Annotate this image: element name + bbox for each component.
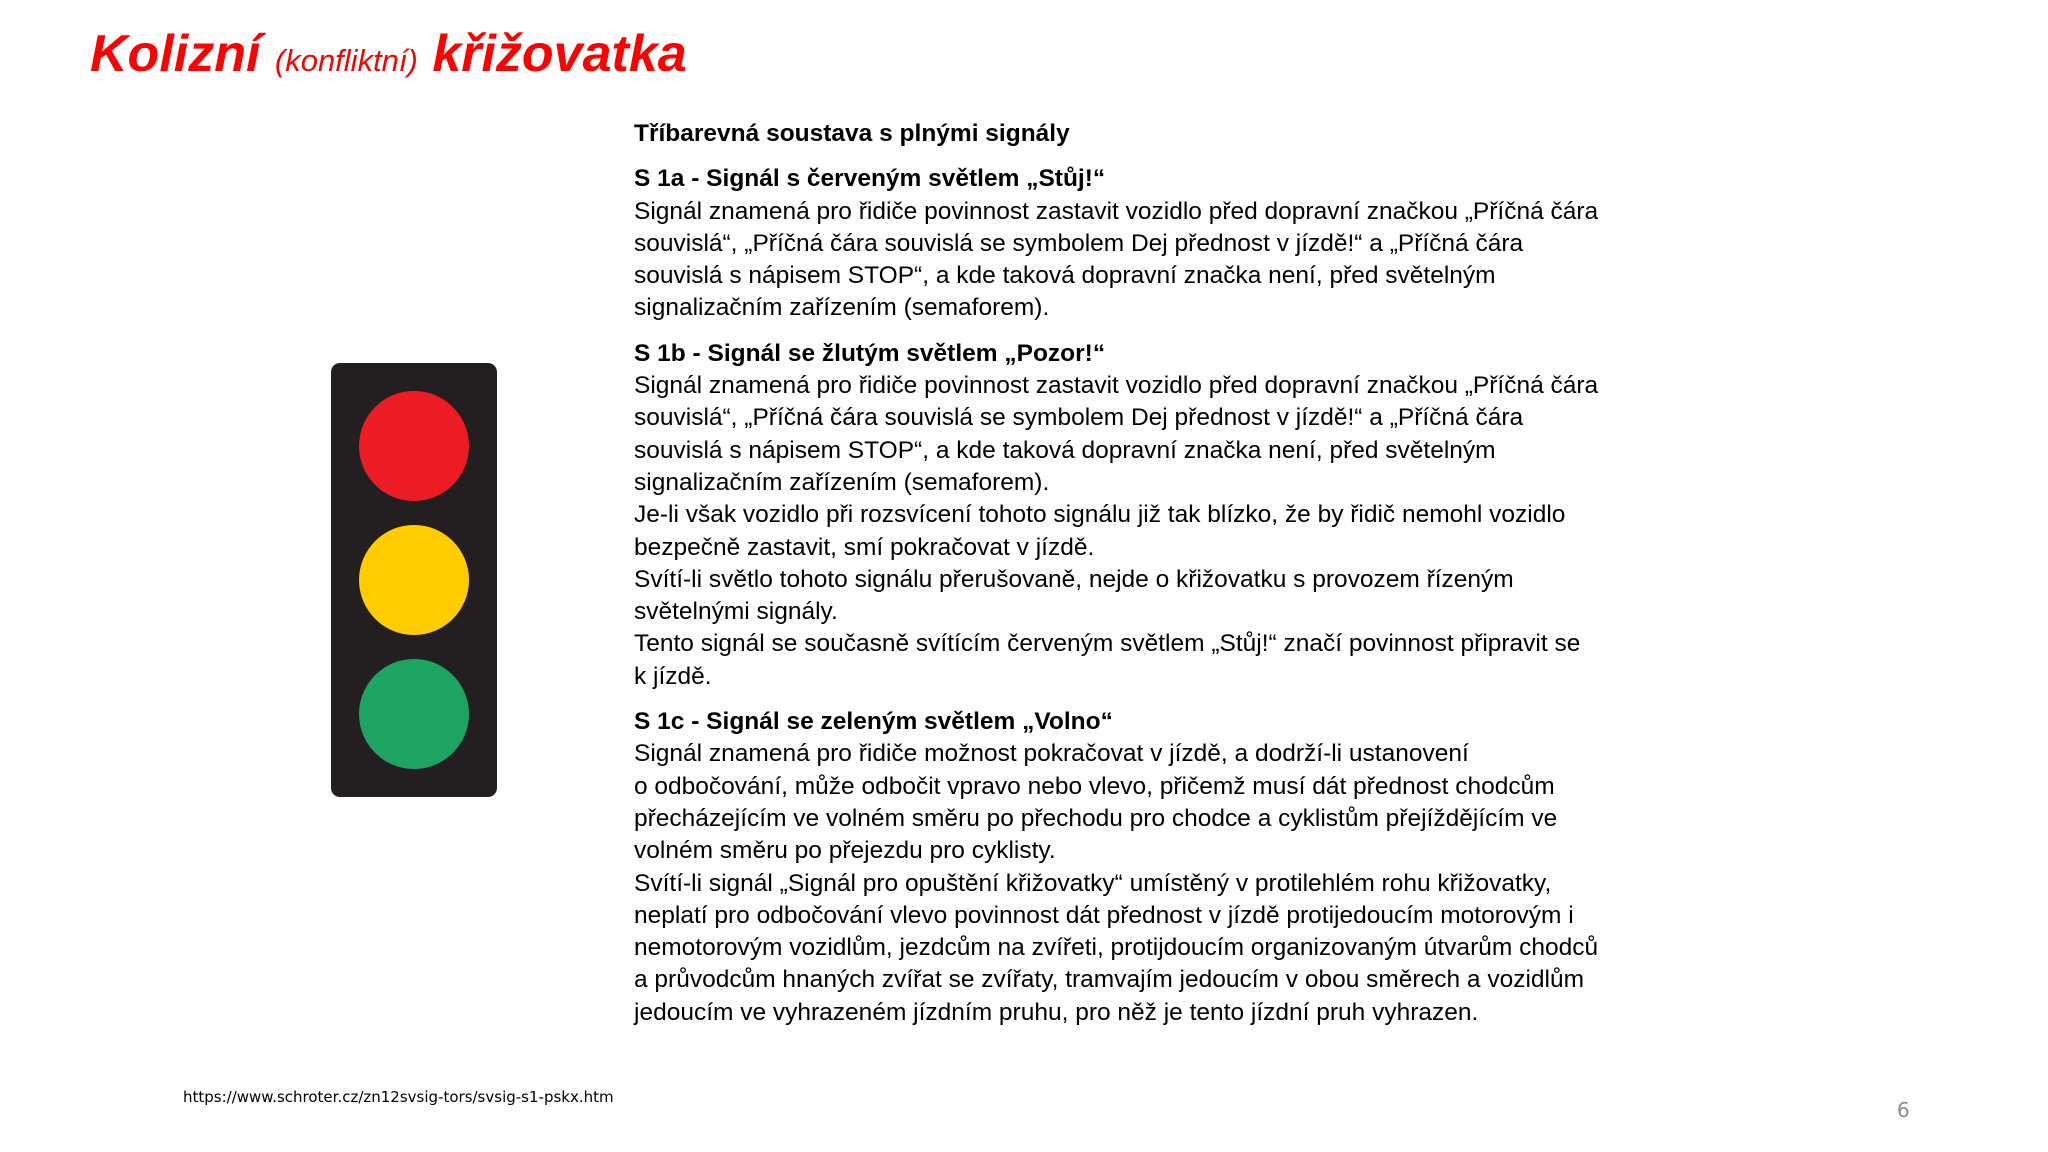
s1b-heading: S 1b - Signál se žlutým světlem „Pozor!“ [634, 339, 1106, 367]
s1b-line: světelnými signály. [634, 598, 838, 626]
s1b-line: souvislá s nápisem STOP“, a kde taková dopravní značka není, před světelným [634, 436, 1496, 464]
s1a-line: signalizačním zařízením (semaforem). [634, 294, 1050, 322]
s1c-heading: S 1c - Signál se zeleným světlem „Volno“ [634, 708, 1113, 736]
s1b-line: souvislá“, „Příčná čára souvislá se symbolem Dej přednost v jízdě!“ a „Příčná čára [634, 404, 1524, 432]
s1a-line: souvislá s nápisem STOP“, a kde taková dopravní značka není, před světelným [634, 262, 1496, 290]
s1b-line: k jízdě. [634, 662, 712, 690]
page-number: 6 [1897, 1098, 1910, 1122]
green-light [359, 659, 469, 769]
title-main-word: Kolizní [90, 25, 261, 83]
s1b-line: Tento signál se současně svítícím červeným světlem „Stůj!“ značí povinnost připravit se [634, 630, 1581, 658]
red-light [359, 391, 469, 501]
section-heading: Tříbarevná soustava s plnými signály [634, 120, 1070, 147]
signal-description-text [634, 118, 1814, 1029]
s1b-line: Je-li však vozidlo při rozsvícení tohoto signálu již tak blízko, že by řidič nemohl vozidlo [634, 501, 1566, 529]
slide-title [90, 22, 687, 93]
s1c-line: o odbočování, může odbočit vpravo nebo vlevo, přičemž musí dát přednost chodcům [634, 772, 1555, 800]
s1c-line: a průvodcům hnaných zvířat se zvířaty, tramvajím jedoucím v obou směrech a vozidlům [634, 966, 1584, 994]
s1c-line: nemotorovým vozidlům, jezdcům na zvířeti, protijdoucím organizovaným útvarům chodců [634, 934, 1599, 962]
s1b-line: signalizačním zařízením (semaforem). [634, 468, 1050, 496]
s1c-line: neplatí pro odbočování vlevo povinnost dát přednost v jízdě protijedoucím motorovým i [634, 901, 1574, 929]
s1c-line: přecházejícím ve volném směru po přechodu pro chodce a cyklistům přejíždějícím ve [634, 804, 1558, 832]
s1a-line: Signál znamená pro řidiče povinnost zastavit vozidlo před dopravní značkou „Příčná čára [634, 197, 1599, 225]
s1b-line: bezpečně zastavit, smí pokračovat v jízdě. [634, 533, 1095, 561]
source-url: https://www.schroter.cz/zn12svsig-tors/svsig-s1-pskx.htm [183, 1088, 614, 1106]
s1a-heading: S 1a - Signál s červeným světlem „Stůj!“ [634, 165, 1106, 193]
s1b-line: Svítí-li světlo tohoto signálu přerušovaně, nejde o křižovatku s provozem řízeným [634, 565, 1514, 593]
s1c-line: Signál znamená pro řidiče možnost pokračovat v jízdě, a dodrží-li ustanovení [634, 740, 1469, 768]
s1c-line: Svítí-li signál „Signál pro opuštění křižovatky“ umístěný v protilehlém rohu křižovatky, [634, 869, 1552, 897]
s1b-line: Signál znamená pro řidiče povinnost zastavit vozidlo před dopravní značkou „Příčná čára [634, 372, 1599, 400]
title-second-word: křižovatka [432, 25, 687, 83]
title-parenthetical: (konfliktní) [274, 43, 418, 78]
s1c-line: jedoucím ve vyhrazeném jízdním pruhu, pro něž je tento jízdní pruh vyhrazen. [634, 998, 1479, 1026]
yellow-light [359, 525, 469, 635]
s1a-line: souvislá“, „Příčná čára souvislá se symbolem Dej přednost v jízdě!“ a „Příčná čára [634, 229, 1524, 257]
traffic-light-illustration [331, 363, 497, 797]
s1c-line: volném směru po přejezdu pro cyklisty. [634, 837, 1056, 865]
